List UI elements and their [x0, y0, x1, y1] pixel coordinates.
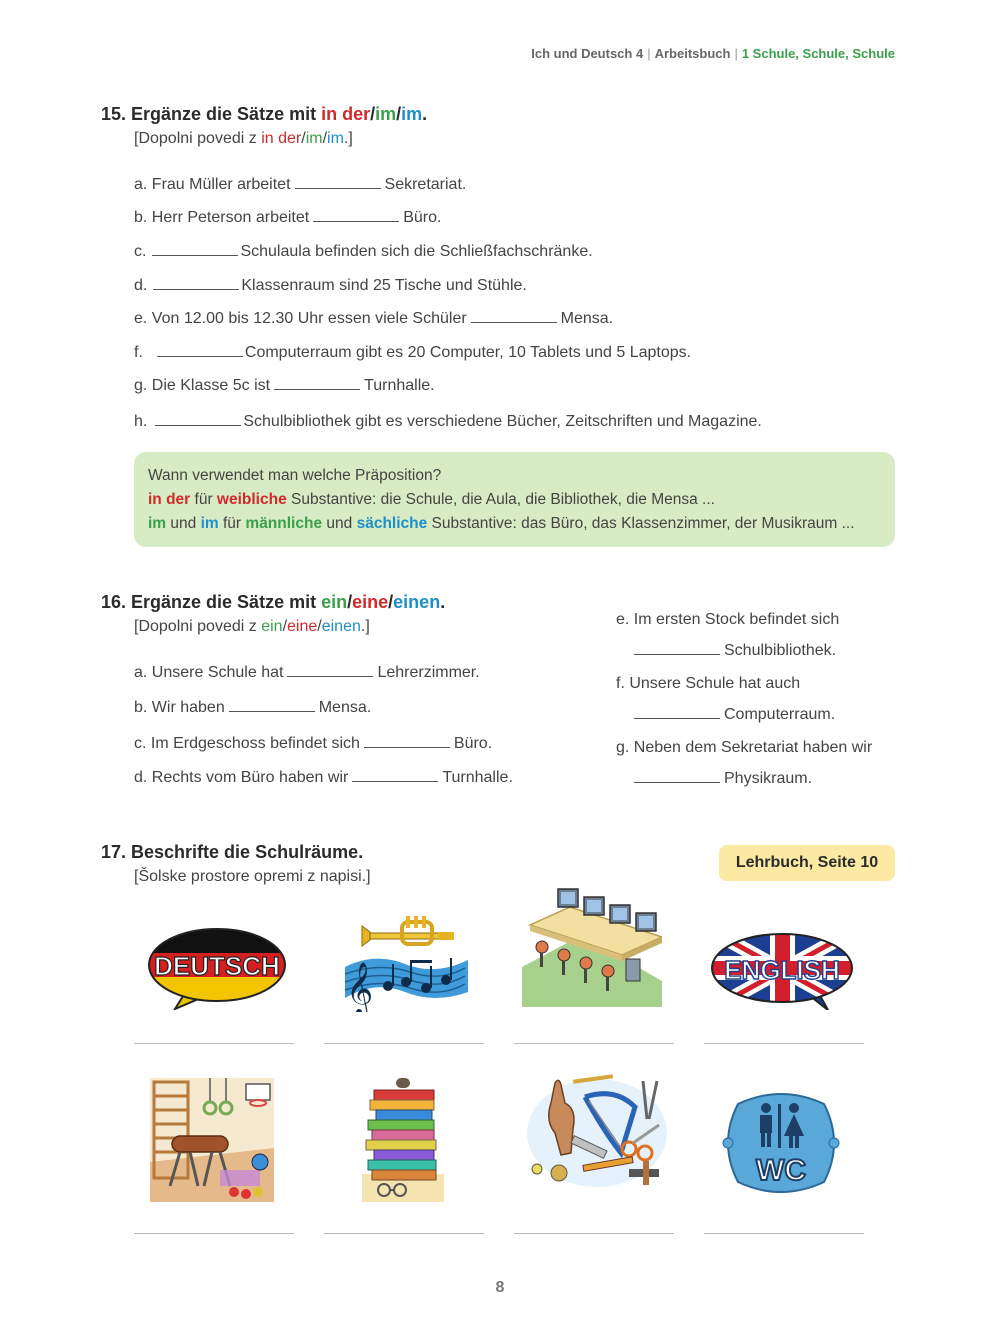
deutsch-speech-bubble-image — [145, 925, 290, 1010]
grammar-tip-box — [134, 452, 895, 547]
label-line-8[interactable] — [704, 1233, 864, 1234]
answer-blank[interactable] — [155, 413, 241, 426]
answer-blank[interactable] — [295, 176, 381, 189]
answer-blank[interactable] — [634, 706, 720, 719]
page-header: Ich und Deutsch 4 | Arbeitsbuch | 1 Schule, Schule, Schule — [531, 46, 895, 61]
label-line-5[interactable] — [134, 1233, 294, 1234]
computer-room-image — [522, 885, 662, 1007]
task17-title: 17. Beschrifte die Schulräume. — [101, 842, 364, 862]
task16-item-d: d. Rechts vom Büro haben wir Turnhalle. — [134, 769, 513, 786]
task16-subtitle: [Dopolni povedi z ein/eine/einen.] — [134, 618, 370, 635]
task16-item-g-cont: Physikraum. — [630, 770, 812, 788]
label-line-3[interactable] — [514, 1043, 674, 1044]
task16-item-e-cont: Schulbibliothek. — [630, 642, 836, 660]
tip-feminine-line: in der für weibliche Substantive: die Schule, die Aula, die Bibliothek, die Mensa ... — [148, 491, 715, 508]
wc-sign-image — [718, 1090, 844, 1196]
task16-item-f: f. Unsere Schule hat auch — [616, 675, 801, 692]
label-line-7[interactable] — [514, 1233, 674, 1234]
page-number: 8 — [495, 1279, 505, 1296]
task15-item-f: f. Computerraum gibt es 20 Computer, 10 Tablets und 5 Laptops. — [134, 344, 692, 361]
svg-text:DEUTSCH: DEUTSCH — [154, 951, 280, 981]
answer-blank[interactable] — [229, 699, 315, 712]
task15-subtitle: [Dopolni povedi z in der/im/im.] — [134, 130, 353, 147]
answer-blank[interactable] — [313, 209, 399, 222]
task15-item-g: g. Die Klasse 5c ist Turnhalle. — [134, 377, 435, 394]
task15-item-b: b. Herr Peterson arbeitet Büro. — [134, 209, 442, 226]
chapter-title: 1 Schule, Schule, Schule — [741, 46, 895, 61]
gym-image — [150, 1078, 274, 1202]
task15-item-e: e. Von 12.00 bis 12.30 Uhr essen viele Schüler Mensa. — [134, 310, 614, 327]
task16-item-g: g. Neben dem Sekretariat haben wir — [616, 739, 873, 756]
answer-blank[interactable] — [634, 642, 720, 655]
answer-blank[interactable] — [287, 664, 373, 677]
answer-blank[interactable] — [471, 310, 557, 323]
task16-item-e: e. Im ersten Stock befindet sich — [616, 611, 840, 628]
label-line-2[interactable] — [324, 1043, 484, 1044]
label-line-4[interactable] — [704, 1043, 864, 1044]
task15-item-a: a. Frau Müller arbeitet Sekretariat. — [134, 176, 467, 193]
task15-item-d: d. Klassenraum sind 25 Tische und Stühle. — [134, 277, 527, 294]
svg-text:ENGLISH: ENGLISH — [724, 955, 840, 985]
task15-title: 15. Ergänze die Sätze mit in der/im/im. — [101, 104, 428, 124]
task15-item-c: c. Schulaula befinden sich die Schließfachschränke. — [134, 243, 593, 260]
task16-item-f-cont: Computerraum. — [630, 706, 835, 724]
answer-blank[interactable] — [274, 377, 360, 390]
label-line-1[interactable] — [134, 1043, 294, 1044]
task16-title: 16. Ergänze die Sätze mit ein/eine/einen. — [101, 592, 446, 612]
english-speech-bubble-image — [710, 930, 855, 1010]
task15-item-h: h. Schulbibliothek gibt es verschiedene Bücher, Zeitschriften und Magazine. — [134, 413, 762, 430]
music-room-image — [340, 912, 470, 1012]
textbook-reference-badge: Lehrbuch, Seite 10 — [719, 845, 895, 881]
answer-blank[interactable] — [364, 735, 450, 748]
book-part: Arbeitsbuch — [654, 46, 731, 61]
craft-room-tools-image — [525, 1073, 669, 1193]
answer-blank[interactable] — [152, 243, 238, 256]
task16-item-a: a. Unsere Schule hat Lehrerzimmer. — [134, 664, 480, 681]
answer-blank[interactable] — [352, 769, 438, 782]
label-line-6[interactable] — [324, 1233, 484, 1234]
tip-masculine-neuter-line: im und im für männliche und sächliche Substantive: das Büro, das Klassenzimmer, der Musikraum ... — [148, 515, 855, 532]
tip-question: Wann verwendet man welche Präposition? — [148, 467, 442, 484]
svg-text:WC: WC — [756, 1154, 806, 1187]
book-title: Ich und Deutsch 4 — [531, 46, 644, 61]
answer-blank[interactable] — [153, 277, 239, 290]
answer-blank[interactable] — [157, 344, 243, 357]
task16-item-b: b. Wir haben Mensa. — [134, 699, 372, 716]
answer-blank[interactable] — [634, 770, 720, 783]
library-books-image — [362, 1078, 444, 1202]
task17-subtitle: [Šolske prostore opremi z napisi.] — [134, 868, 371, 885]
task16-item-c: c. Im Erdgeschoss befindet sich Büro. — [134, 735, 493, 752]
svg-text:𝄞: 𝄞 — [346, 961, 374, 1012]
